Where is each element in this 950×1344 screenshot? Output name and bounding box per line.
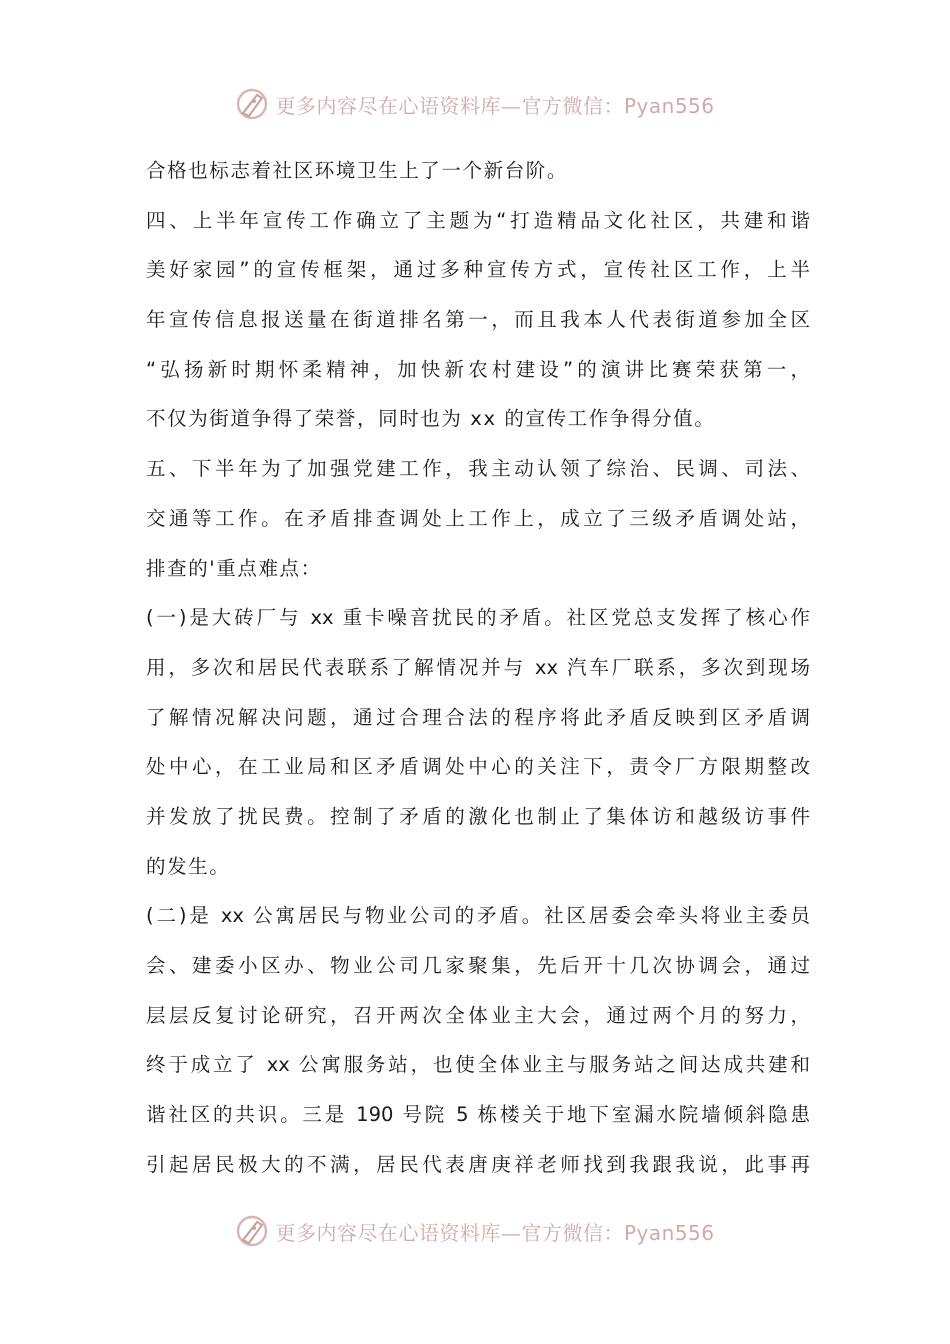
text-line: 了解情况解决问题，通过合理合法的程序将此矛盾反映到区矛盾调 [146,705,810,729]
text-line: 处中心，在工业局和区矛盾调处中心的关注下，责令厂方限期整改 [146,755,810,779]
document-body [146,151,810,1194]
text-line: 层层反复讨论研究，召开两次全体业主大会，通过两个月的努力， [146,1003,810,1027]
footer-watermark-banner [0,1211,950,1251]
text-line: 谐社区的共识。三是 190 号院 5 栋楼关于地下室漏水院墙倾斜隐患 [146,1103,810,1127]
pen-nib-logo-icon [235,1213,271,1249]
pen-nib-logo-icon [235,86,271,122]
text-line: 并发放了扰民费。控制了矛盾的激化也制止了集体访和越级访事件 [146,804,810,828]
text-line: (一)是大砖厂与 xx 重卡噪音扰民的矛盾。社区党总支发挥了核心作 [146,606,810,630]
text-line: 五、下半年为了加强党建工作，我主动认领了综治、民调、司法、 [146,457,810,481]
banner-text: 更多内容尽在心语资料库—官方微信：Pyan556 [275,93,715,118]
text-line: 年宣传信息报送量在街道排名第一，而且我本人代表街道参加全区 [146,308,810,332]
text-line: 终于成立了 xx 公寓服务站，也使全体业主与服务站之间达成共建和 [146,1053,810,1077]
text-line: 美好家园”的宣传框架，通过多种宣传方式，宣传社区工作，上半 [146,258,810,282]
text-line: 引起居民极大的不满，居民代表唐庚祥老师找到我跟我说，此事再 [146,1152,810,1176]
text-line: (二)是 xx 公寓居民与物业公司的矛盾。社区居委会牵头将业主委员 [146,904,810,928]
banner-text: 更多内容尽在心语资料库—官方微信：Pyan556 [275,1220,715,1245]
text-line: 不仅为街道争得了荣誉，同时也为 xx 的宣传工作争得分值。 [146,407,716,431]
wechat-id: Pyan556 [623,1220,715,1245]
text-line: 交通等工作。在矛盾排查调处上工作上，成立了三级矛盾调处站， [146,506,810,530]
text-line: 的发生。 [146,854,231,878]
text-line: 排查的'重点难点： [146,556,322,580]
text-line: “弘扬新时期怀柔精神，加快新农村建设”的演讲比赛荣获第一， [146,357,810,381]
header-watermark-banner [0,84,950,124]
text-line: 用，多次和居民代表联系了解情况并与 xx 汽车厂联系，多次到现场 [146,655,810,679]
wechat-id: Pyan556 [623,93,715,118]
text-line: 会、建委小区办、物业公司几家聚集，先后开十几次协调会，通过 [146,954,810,977]
text-line: 四、上半年宣传工作确立了主题为“打造精品文化社区，共建和谐 [146,208,810,232]
text-line: 合格也标志着社区环境卫生上了一个新台阶。 [146,159,569,182]
